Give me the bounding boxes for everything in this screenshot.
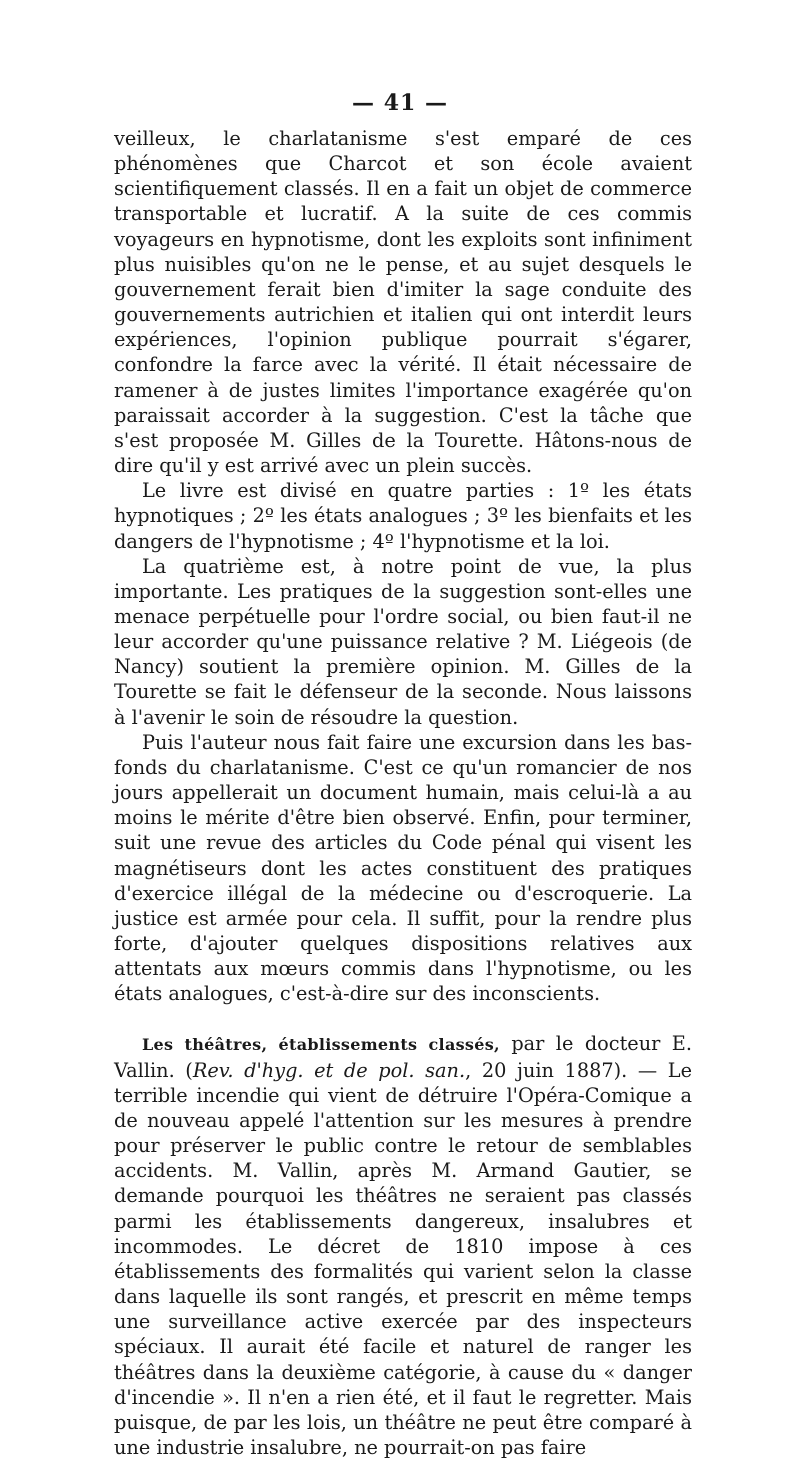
paragraph-charlatan-excursion: Puis l'auteur nous fait faire une excursion dans les bas-fonds du charlatanisme. C'est ce qu'un romancier de nos jours appellerait un document humain, mais celui-là a au moins le mérite d'être bien observé. Enfin, pour terminer, suit une revue des articles du Code pénal qui visent les magnétiseurs dont les actes constituent des pratiques d'exercice illégal de la médecine ou d'escroquerie. La justice est armée pour cela. Il suffit, pour la rendre plus forte, d'ajouter quelques dispositions relatives aux attentats aux mœurs commis dans l'hypnotisme, ou les états analogues, c'est-à-dire sur des inconscients.	[114, 730, 692, 1006]
review-source: Rev. d'hyg. et de pol. san.	[192, 1058, 466, 1082]
paragraph-theatres-review	[114, 1031, 692, 1460]
review-title: Les théâtres, établissements classés,	[142, 1035, 500, 1055]
body-text	[114, 126, 692, 1460]
paragraph-fourth-part: La quatrième est, à notre point de vue, la plus importante. Les pratiques de la suggestion sont-elles une menace perpétuelle pour l'ordre social, ou bien faut-il ne leur accorder qu'une puissance relative ? M. Liégeois (de Nancy) soutient la première opinion. M. Gilles de la Tourette se fait le défenseur de la seconde. Nous laissons à l'avenir le soin de résoudre la question.	[114, 554, 692, 729]
review-text: , 20 juin 1887). — Le terrible incendie qui vient de détruire l'Opéra-Comique a de nouveau appelé l'attention sur les mesures à prendre pour préserver le public contre le retour de semblables accidents. M. Vallin, après M. Armand Gautier, se demande pourquoi les théâtres ne seraient pas classés parmi les établissements dangereux, insalubres et incommodes. Le décret de 1810 impose à ces établissements des formalités qui varient selon la classe dans laquelle ils sont rangés, et prescrit en même temps une surveillance active exercée par des inspecteurs spéciaux. Il aurait été facile et naturel de ranger les théâtres dans la deuxième catégorie, à cause du « danger d'incendie ». Il n'en a rien été, et il faut le regretter. Mais puisque, de par les lois, un théâtre ne peut être comparé à une industrie insalubre, ne pourrait-on pas faire	[114, 1058, 692, 1459]
paragraph-charlatanism: veilleux, le charlatanisme s'est emparé de ces phénomènes que Charcot et son école avaient scientifiquement classés. Il en a fait un objet de commerce transportable et lucratif. A la suite de ces commis voyageurs en hypnotisme, dont les exploits sont infiniment plus nuisibles qu'on ne le pense, et au sujet desquels le gouvernement ferait bien d'imiter la sage conduite des gouvernements autrichien et italien qui ont interdit leurs expériences, l'opinion publique pourrait s'égarer, confondre la farce avec la vérité. Il était nécessaire de ramener à de justes limites l'importance exagérée qu'on paraissait accorder à la suggestion. C'est la tâche que s'est proposée M. Gilles de la Tourette. Hâtons-nous de dire qu'il y est arrivé avec un plein succès.	[114, 127, 692, 478]
page-number: — 41 —	[352, 90, 448, 116]
review-byline: par le docteur E. Vallin. (	[114, 1032, 692, 1082]
paragraph-book-parts: Le livre est divisé en quatre parties : 1º les états hypnotiques ; 2º les états analogues ; 3º les bienfaits et les dangers de l'hypnotisme ; 4º l'hypnotisme et la loi.	[114, 479, 692, 553]
